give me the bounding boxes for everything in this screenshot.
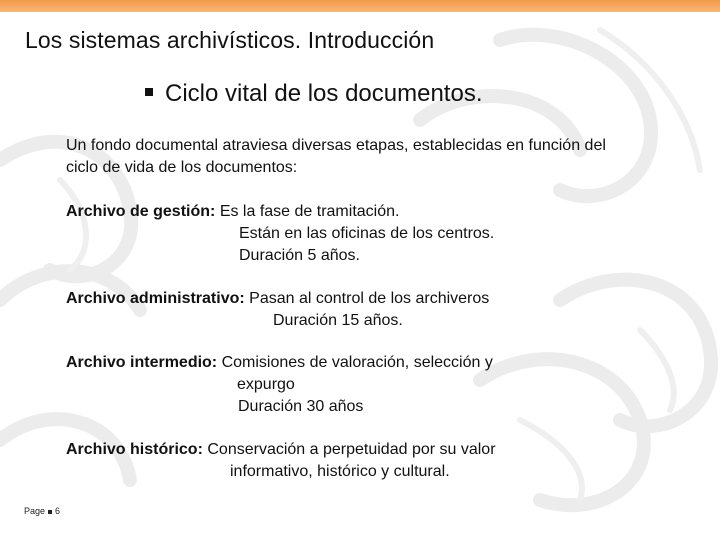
- stage-line: expurgo: [237, 376, 295, 393]
- page-number: 6: [55, 506, 61, 516]
- stage-line: Están en las oficinas de los centros.: [239, 225, 495, 242]
- slide-subtitle: [145, 80, 482, 108]
- square-bullet-icon: [145, 88, 153, 96]
- stage-archivo-gestion: [66, 201, 494, 267]
- subtitle-text: Ciclo vital de los documentos.: [165, 80, 483, 107]
- intro-paragraph: Un fondo documental atraviesa diversas etapas, establecidas en función del ciclo de vida de los documentos:: [66, 137, 606, 176]
- stage-archivo-intermedio: [66, 352, 493, 418]
- stage-name: Archivo intermedio:: [66, 354, 218, 371]
- stage-archivo-historico: [66, 439, 496, 483]
- stage-line: Duración 30 años: [238, 398, 364, 415]
- stage-archivo-administrativo: [66, 288, 489, 332]
- stage-line: informativo, histórico y cultural.: [230, 463, 450, 480]
- stage-name: Archivo de gestión:: [66, 203, 216, 220]
- separator-square-icon: [48, 510, 52, 514]
- stage-line: Pasan al control de los archiveros: [249, 290, 490, 307]
- stage-line: Comisiones de valoración, selección y: [221, 354, 493, 371]
- stage-line: Duración 15 años.: [273, 312, 403, 329]
- stage-line: Duración 5 años.: [239, 247, 360, 264]
- stage-line: Es la fase de tramitación.: [219, 203, 400, 220]
- slide-title: Los sistemas archivísticos. Introducción: [25, 27, 435, 53]
- page-footer: [24, 506, 60, 516]
- page-label: Page: [24, 506, 46, 516]
- stage-name: Archivo administrativo:: [66, 290, 245, 307]
- stage-line: Conservación a perpetuidad por su valor: [207, 441, 496, 458]
- stage-name: Archivo histórico:: [66, 441, 203, 458]
